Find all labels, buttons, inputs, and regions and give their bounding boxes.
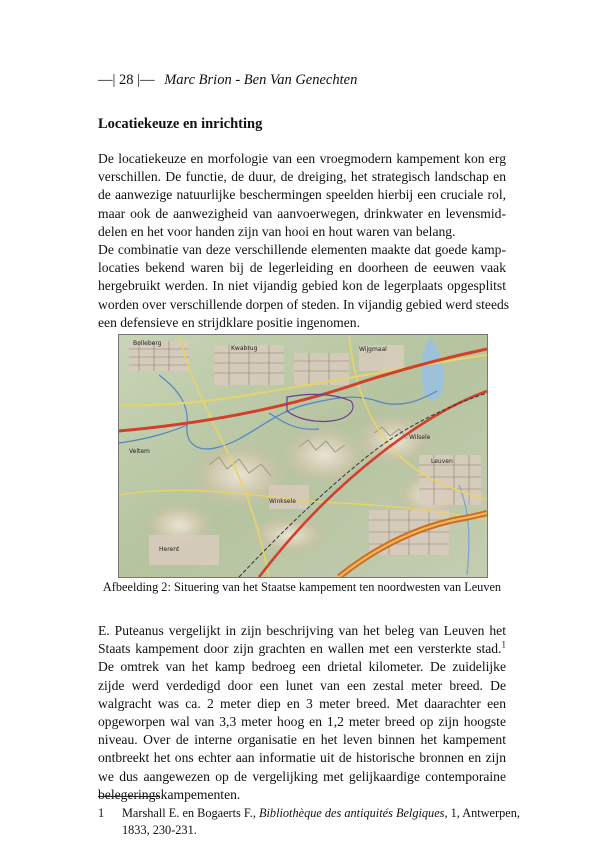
map-figure <box>118 334 488 578</box>
page-number: —| 28 |— <box>98 72 155 88</box>
text-line: E. Puteanus vergelijkt in zijn beschrijving van het beleg van Leuven het <box>98 623 506 638</box>
paragraph-1 <box>98 150 506 241</box>
map-label: Leuven <box>431 458 453 465</box>
text-line: verschillen. De functie, de duur, de dreiging, het strategisch landschap en <box>98 169 506 185</box>
paragraph-3 <box>98 622 506 804</box>
footnote-book-title: Bibliothèque des antiquités Belgiques <box>259 806 445 820</box>
text-line: een defensieve en strijdklare positie ingenomen. <box>98 314 360 330</box>
map-label: Herent <box>159 546 180 553</box>
footnote-text: Marshall E. en Bogaerts F., Bibliothèque des antiquités Belgiques, 1, Antwerpen, 1833, 230-231. <box>122 806 520 837</box>
text-line: worden over verschillende dorpen of steden. In vijandig gebied werd steeds <box>98 296 510 312</box>
map-label: Veltem <box>129 448 150 455</box>
text-line: De locatiekeuze en morfologie van een vroegmodern kampement kon erg <box>98 151 506 166</box>
text-line: Staats kampement door zijn grachten en wallen met een versterkte stad.$^1$ <box>98 639 506 657</box>
text-line: belegeringskampementen. <box>98 786 241 802</box>
section-title: Locatiekeuze en inrichting <box>98 116 263 132</box>
text-line: opgeworpen wal van 3,3 meter hoog en 1,2 meter breed op zijn hoogste <box>98 714 506 730</box>
text-line: locaties bekend waren bij de legerleiding en doorheen de eeuwen vaak <box>98 260 506 276</box>
topographic-map <box>119 335 487 577</box>
map-label: Bolleberg <box>133 340 162 347</box>
text-line: de aanwezige natuurlijke beschermingen speelden hierbij een cruciale rol, <box>98 187 506 203</box>
map-label: Winksele <box>269 498 296 505</box>
text-line: ontbreekt het ons echter aan informatie uit de historische bronnen en zijn <box>98 750 506 766</box>
text-line: hergebruikt werden. In niet vijandig gebied kon de legerplaats opgesplitst <box>98 278 506 294</box>
text-line: maar ook de aanwezigheid van aanvoerwegen, drinkwater en levensmid- <box>98 205 506 221</box>
map-label: Wilsele <box>409 434 431 441</box>
footnote-divider <box>98 796 160 797</box>
text-line: De omtrek van het kamp bedroeg een drietal kilometer. De zuidelijke <box>98 659 506 675</box>
text-line: niveau. Over de interne organisatie en het leven binnen het kampement <box>98 732 506 748</box>
text-line: walgracht was ca. 2 meter diep en 3 meter breed. Met daarachter een <box>98 695 506 711</box>
text-line: we dus aangewezen op de vergelijking met gelijkaardige contemporaine <box>98 768 506 784</box>
paragraph-2 <box>98 241 510 332</box>
map-label: Kwabrug <box>231 345 258 352</box>
figure-caption: Afbeelding 2: Situering van het Staatse kampement ten noordwesten van Leuven <box>102 580 502 594</box>
footnote-reference[interactable]: 1 <box>501 639 506 650</box>
text-line: delen en het voor handen zijn van hooi en hout waren van belang. <box>98 223 456 239</box>
running-header-authors: Marc Brion - Ben Van Genechten <box>164 72 358 88</box>
map-label: Wijgmaal <box>359 346 387 353</box>
text-line: De combinatie van deze verschillende elementen maakte dat goede kamp- <box>98 242 506 257</box>
running-header <box>98 72 357 89</box>
footnote-number: 1 <box>98 806 105 820</box>
text-line: zijde werd verdedigd door een lunet van een zestal meter breed. De <box>98 677 506 693</box>
